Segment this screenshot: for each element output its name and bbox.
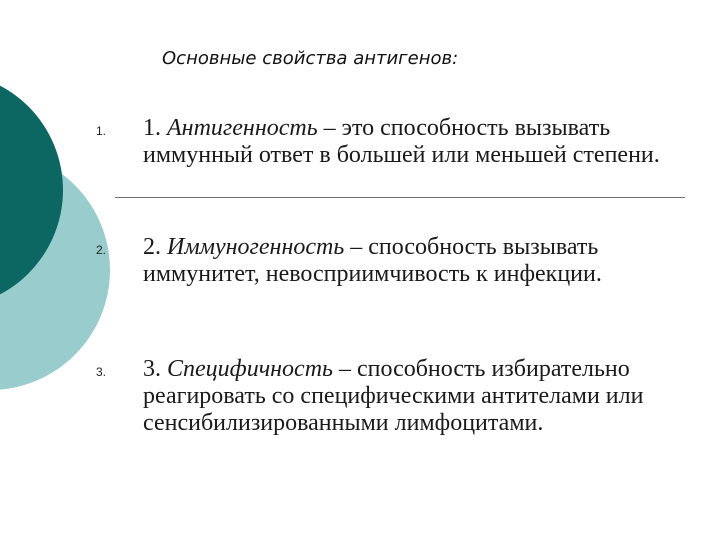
list-marker-1: 1. [96,124,107,138]
item-number-text: 3. [143,356,167,382]
item-number-text: 1. [143,115,167,141]
list-item-specificity [143,356,688,437]
slide-title: Основные свойства антигенов: [162,48,459,69]
list-marker-2: 2. [96,243,107,257]
item-term: Антигенность – [167,115,342,141]
list-marker-3: 3. [96,365,107,379]
list-item-immunogenicity [143,234,688,288]
item-description: – способность вызывать иммунитет, невосприимчивость к инфекции. [143,234,602,287]
item-term: Иммуногенность [167,234,345,260]
item-term: Специфичность [167,356,333,382]
item-description: – способность избирательно реагировать со специфическими антителами или сенсибилизированными лимфоцитами. [143,356,644,436]
item-description: это способность вызывать иммунный ответ в большей или меньшей степени. [143,115,660,168]
divider-line [115,197,685,198]
item-number-text: 2. [143,234,167,260]
list-item-antigenicity [143,115,688,169]
